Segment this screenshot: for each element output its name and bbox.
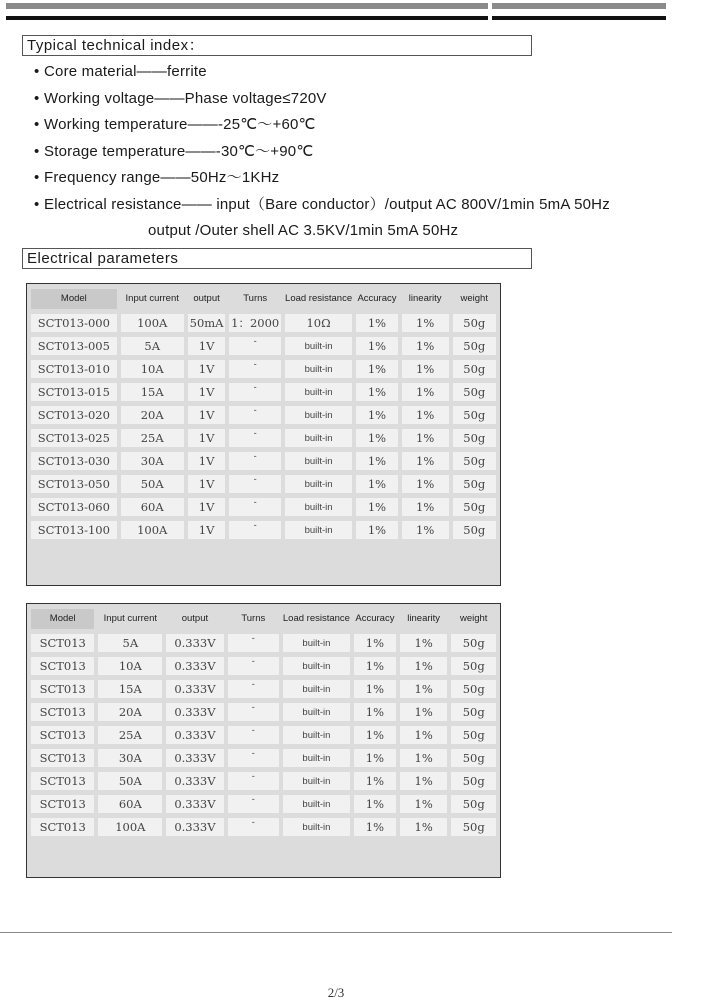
- cell-input-current: 100A: [121, 521, 184, 539]
- cell-model: SCT013-015: [31, 383, 117, 401]
- cell-accuracy: 1%: [356, 337, 398, 355]
- cell-model: SCT013: [31, 795, 94, 813]
- cell-input-current: 60A: [121, 498, 184, 516]
- cell-turns: -: [228, 703, 279, 721]
- spec-text: Core material——ferrite: [44, 63, 207, 80]
- cell-weight: 50g: [451, 818, 496, 836]
- cell-model: SCT013-050: [31, 475, 117, 493]
- bullet: •: [34, 169, 40, 186]
- spec-text: output /Outer shell AC 3.5KV/1min 5mA 50Hz: [148, 222, 459, 239]
- cell-accuracy: 1%: [354, 749, 396, 767]
- cell-turns: -: [229, 383, 281, 401]
- cell-output: 0.333V: [166, 818, 224, 836]
- spec-storage-temperature: [34, 143, 313, 161]
- cell-linearity: 1%: [402, 475, 449, 493]
- cell-weight: 50g: [451, 657, 496, 675]
- cell-input-current: 20A: [121, 406, 184, 424]
- header-bar-right: [492, 3, 666, 9]
- cell-input-current: 100A: [121, 314, 184, 332]
- cell-accuracy: 1%: [356, 452, 398, 470]
- cell-input-current: 5A: [121, 337, 184, 355]
- cell-load-resistance: built-in: [285, 498, 352, 516]
- cell-input-current: 50A: [98, 772, 162, 790]
- table-row: [31, 314, 496, 332]
- cell-turns: -: [229, 475, 281, 493]
- cell-output: 0.333V: [166, 772, 224, 790]
- cell-accuracy: 1%: [354, 703, 396, 721]
- table-row: [31, 818, 496, 836]
- cell-load-resistance: built-in: [283, 703, 350, 721]
- cell-input-current: 25A: [121, 429, 184, 447]
- cell-accuracy: 1%: [354, 772, 396, 790]
- cell-linearity: 1%: [402, 498, 449, 516]
- cell-load-resistance: built-in: [283, 749, 350, 767]
- cell-accuracy: 1%: [356, 498, 398, 516]
- cell-input-current: 25A: [98, 726, 162, 744]
- cell-accuracy: 1%: [356, 383, 398, 401]
- header-rule-right: [492, 16, 666, 20]
- cell-weight: 50g: [453, 498, 497, 516]
- cell-load-resistance: built-in: [283, 772, 350, 790]
- header-output: output: [188, 289, 226, 309]
- cell-weight: 50g: [453, 337, 497, 355]
- table-row: [31, 726, 496, 744]
- spec-text: Electrical resistance—— input（Bare conductor）/output AC 800V/1min 5mA 50Hz: [44, 196, 610, 213]
- page-number: 2/3: [327, 985, 345, 1000]
- cell-weight: 50g: [451, 749, 496, 767]
- cell-input-current: 20A: [98, 703, 162, 721]
- cell-linearity: 1%: [400, 749, 448, 767]
- cell-load-resistance: built-in: [285, 452, 352, 470]
- table-row: [31, 383, 496, 401]
- cell-linearity: 1%: [402, 452, 449, 470]
- table-row: [31, 452, 496, 470]
- cell-weight: 50g: [451, 634, 496, 652]
- cell-accuracy: 1%: [354, 657, 396, 675]
- header-output: output: [166, 609, 224, 629]
- cell-output: 1V: [188, 429, 226, 447]
- cell-model: SCT013-010: [31, 360, 117, 378]
- cell-input-current: 15A: [98, 680, 162, 698]
- table-header-row: [31, 609, 496, 629]
- header-turns: Turns: [228, 609, 279, 629]
- cell-linearity: 1%: [402, 360, 449, 378]
- spec-working-voltage: [34, 90, 327, 108]
- spec-electrical-resistance-cont: [148, 222, 458, 240]
- header-linearity: linearity: [400, 609, 448, 629]
- cell-load-resistance: built-in: [283, 680, 350, 698]
- cell-accuracy: 1%: [356, 521, 398, 539]
- cell-model: SCT013: [31, 749, 94, 767]
- cell-load-resistance: built-in: [283, 634, 350, 652]
- bullet: •: [34, 196, 40, 213]
- cell-model: SCT013: [31, 680, 94, 698]
- cell-output: 0.333V: [166, 703, 224, 721]
- cell-turns: -: [228, 634, 279, 652]
- header-rule-left: [6, 16, 488, 20]
- cell-load-resistance: built-in: [285, 429, 352, 447]
- cell-weight: 50g: [451, 772, 496, 790]
- cell-weight: 50g: [453, 452, 497, 470]
- table-row: [31, 772, 496, 790]
- cell-turns: -: [229, 406, 281, 424]
- cell-load-resistance: built-in: [283, 657, 350, 675]
- footer-rule: [0, 932, 672, 933]
- cell-load-resistance: built-in: [285, 360, 352, 378]
- cell-linearity: 1%: [400, 634, 448, 652]
- cell-accuracy: 1%: [354, 680, 396, 698]
- cell-accuracy: 1%: [354, 818, 396, 836]
- cell-model: SCT013-060: [31, 498, 117, 516]
- cell-output: 1V: [188, 452, 226, 470]
- table-row: [31, 703, 496, 721]
- cell-weight: 50g: [453, 521, 497, 539]
- cell-model: SCT013-100: [31, 521, 117, 539]
- cell-output: 1V: [188, 406, 226, 424]
- cell-load-resistance: built-in: [285, 383, 352, 401]
- cell-output: 0.333V: [166, 657, 224, 675]
- cell-linearity: 1%: [402, 406, 449, 424]
- table-row: [31, 749, 496, 767]
- cell-weight: 50g: [453, 383, 497, 401]
- cell-accuracy: 1%: [356, 406, 398, 424]
- cell-output: 0.333V: [166, 634, 224, 652]
- header-turns: Turns: [229, 289, 281, 309]
- cell-accuracy: 1%: [354, 795, 396, 813]
- cell-linearity: 1%: [402, 383, 449, 401]
- table-row: [31, 429, 496, 447]
- parameters-table-2: [26, 603, 501, 878]
- table-row: [31, 406, 496, 424]
- spec-text: Working temperature——-25℃～+60℃: [44, 116, 316, 133]
- cell-linearity: 1%: [400, 795, 448, 813]
- cell-input-current: 60A: [98, 795, 162, 813]
- cell-accuracy: 1%: [356, 360, 398, 378]
- cell-weight: 50g: [451, 726, 496, 744]
- table-row: [31, 521, 496, 539]
- table-row: [31, 475, 496, 493]
- cell-linearity: 1%: [402, 314, 449, 332]
- cell-accuracy: 1%: [356, 475, 398, 493]
- cell-weight: 50g: [453, 429, 497, 447]
- technical-index-title: Typical technical index：: [22, 35, 532, 56]
- cell-input-current: 100A: [98, 818, 162, 836]
- cell-turns: -: [229, 337, 281, 355]
- cell-input-current: 15A: [121, 383, 184, 401]
- cell-input-current: 30A: [98, 749, 162, 767]
- parameters-table-1: [26, 283, 501, 586]
- header-load-resistance: Load resistance: [285, 289, 352, 309]
- table-header-row: [31, 289, 496, 309]
- cell-model: SCT013-030: [31, 452, 117, 470]
- spec-text: Frequency range——50Hz～1KHz: [44, 169, 280, 186]
- cell-turns: -: [228, 772, 279, 790]
- spec-working-temperature: [34, 116, 316, 134]
- cell-output: 1V: [188, 337, 226, 355]
- cell-weight: 50g: [453, 475, 497, 493]
- cell-output: 0.333V: [166, 795, 224, 813]
- cell-weight: 50g: [453, 406, 497, 424]
- cell-linearity: 1%: [400, 657, 448, 675]
- cell-input-current: 5A: [98, 634, 162, 652]
- cell-linearity: 1%: [402, 337, 449, 355]
- cell-model: SCT013: [31, 703, 94, 721]
- cell-linearity: 1%: [400, 772, 448, 790]
- cell-load-resistance: built-in: [285, 337, 352, 355]
- cell-weight: 50g: [451, 680, 496, 698]
- table-row: [31, 360, 496, 378]
- cell-weight: 50g: [451, 703, 496, 721]
- cell-output: 0.333V: [166, 749, 224, 767]
- cell-input-current: 10A: [121, 360, 184, 378]
- cell-output: 1V: [188, 360, 226, 378]
- cell-linearity: 1%: [400, 726, 448, 744]
- cell-linearity: 1%: [400, 680, 448, 698]
- cell-load-resistance: 10Ω: [285, 314, 352, 332]
- spec-frequency-range: [34, 169, 279, 187]
- header-input-current: Input current: [121, 289, 184, 309]
- cell-output: 0.333V: [166, 680, 224, 698]
- spec-core-material: [34, 63, 207, 81]
- cell-turns: 1：2000: [231, 316, 280, 330]
- cell-load-resistance: built-in: [285, 406, 352, 424]
- header-model: Model: [31, 609, 94, 629]
- cell-model: SCT013-000: [31, 314, 117, 332]
- table-row: [31, 634, 496, 652]
- header-weight: weight: [451, 609, 496, 629]
- cell-turns: -: [228, 726, 279, 744]
- cell-turns: -: [229, 360, 281, 378]
- cell-model: SCT013: [31, 657, 94, 675]
- cell-linearity: 1%: [400, 818, 448, 836]
- cell-turns: -: [229, 429, 281, 447]
- cell-input-current: 30A: [121, 452, 184, 470]
- bullet: •: [34, 90, 40, 107]
- header-weight: weight: [453, 289, 497, 309]
- header-accuracy: Accuracy: [356, 289, 398, 309]
- cell-linearity: 1%: [402, 429, 449, 447]
- header-accuracy: Accuracy: [354, 609, 396, 629]
- bullet: •: [34, 116, 40, 133]
- spec-text: Working voltage——Phase voltage≤720V: [44, 90, 327, 107]
- cell-turns: -: [228, 795, 279, 813]
- cell-accuracy: 1%: [356, 429, 398, 447]
- cell-load-resistance: built-in: [283, 726, 350, 744]
- table-row: [31, 498, 496, 516]
- cell-output: 50mA: [189, 316, 224, 330]
- cell-weight: 50g: [451, 795, 496, 813]
- table-row: [31, 680, 496, 698]
- table-row: [31, 337, 496, 355]
- cell-turns: -: [229, 498, 281, 516]
- cell-model: SCT013: [31, 772, 94, 790]
- cell-turns: -: [228, 680, 279, 698]
- header-model: Model: [31, 289, 117, 309]
- bullet: •: [34, 63, 40, 80]
- cell-load-resistance: built-in: [283, 818, 350, 836]
- cell-turns: -: [228, 749, 279, 767]
- cell-input-current: 10A: [98, 657, 162, 675]
- header-bar-left: [6, 3, 488, 9]
- cell-linearity: 1%: [400, 703, 448, 721]
- cell-output: 0.333V: [166, 726, 224, 744]
- header-input-current: Input current: [98, 609, 162, 629]
- cell-accuracy: 1%: [354, 726, 396, 744]
- cell-weight: 50g: [453, 314, 497, 332]
- cell-linearity: 1%: [402, 521, 449, 539]
- cell-model: SCT013-025: [31, 429, 117, 447]
- cell-output: 1V: [188, 383, 226, 401]
- cell-load-resistance: built-in: [285, 521, 352, 539]
- cell-model: SCT013: [31, 634, 94, 652]
- cell-turns: -: [229, 452, 281, 470]
- cell-turns: -: [228, 657, 279, 675]
- spec-electrical-resistance: [34, 196, 610, 214]
- cell-output: 1V: [188, 498, 226, 516]
- cell-model: SCT013: [31, 726, 94, 744]
- cell-accuracy: 1%: [356, 314, 398, 332]
- header-load-resistance: Load resistance: [283, 609, 350, 629]
- table-row: [31, 657, 496, 675]
- cell-output: 1V: [188, 475, 226, 493]
- cell-model: SCT013-005: [31, 337, 117, 355]
- cell-load-resistance: built-in: [285, 475, 352, 493]
- electrical-params-title: Electrical parameters: [22, 248, 532, 269]
- header-linearity: linearity: [402, 289, 449, 309]
- table-row: [31, 795, 496, 813]
- bullet: •: [34, 143, 40, 160]
- cell-output: 1V: [188, 521, 226, 539]
- cell-weight: 50g: [453, 360, 497, 378]
- cell-load-resistance: built-in: [283, 795, 350, 813]
- cell-accuracy: 1%: [354, 634, 396, 652]
- cell-model: SCT013: [31, 818, 94, 836]
- spec-text: Storage temperature——-30℃～+90℃: [44, 143, 314, 160]
- cell-model: SCT013-020: [31, 406, 117, 424]
- cell-input-current: 50A: [121, 475, 184, 493]
- cell-turns: -: [228, 818, 279, 836]
- cell-turns: -: [229, 521, 281, 539]
